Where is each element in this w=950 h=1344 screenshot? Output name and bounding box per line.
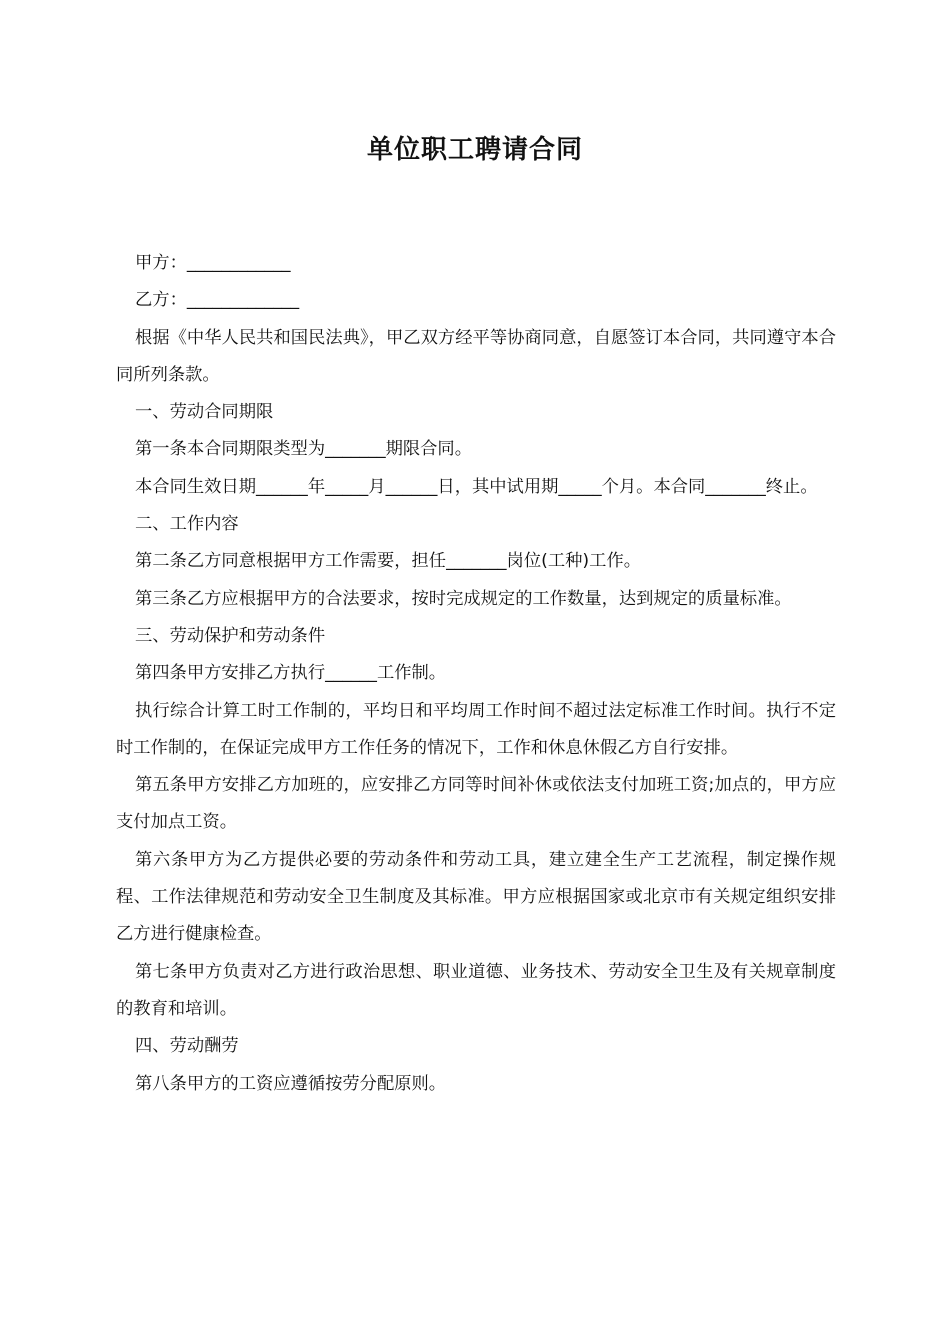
article-1: 第一条本合同期限类型为_______期限合同。 xyxy=(135,439,472,460)
article-8: 第八条甲方的工资应遵循按劳分配原则。 xyxy=(135,1073,447,1094)
working-hours-paragraph: 执行综合计算工时工作制的，平均日和平均周工作时间不超过法定标准工作时间。执行不定时工作制的，在保证完成甲方工作任务的情况下，工作和休息休假乙方自行安排。 xyxy=(116,700,836,758)
document-body xyxy=(116,245,836,1103)
article-5: 第五条甲方安排乙方加班的，应安排乙方同等时间补休或依法支付加班工资;加点的，甲方应支付加点工资。 xyxy=(116,775,836,833)
section-heading-contract-term: 一、劳动合同期限 xyxy=(135,402,274,423)
party-a-line: 甲方：____________ xyxy=(135,253,291,273)
document-title: 单位职工聘请合同 xyxy=(366,135,583,165)
article-3: 第三条乙方应根据甲方的合法要求，按时完成规定的工作数量，达到规定的质量标准。 xyxy=(135,588,792,609)
section-heading-remuneration: 四、劳动酬劳 xyxy=(135,1036,239,1057)
section-heading-work-content: 二、工作内容 xyxy=(135,514,239,535)
party-b-line: 乙方：_____________ xyxy=(135,290,300,311)
article-6: 第六条甲方为乙方提供必要的劳动条件和劳动工具，建立建全生产工艺流程，制定操作规程、工作法律规范和劳动安全卫生制度及其标准。甲方应根据国家或北京市有关规定组织安排乙方进行健康检查。 xyxy=(116,849,836,945)
article-2: 第二条乙方同意根据甲方工作需要，担任_______岗位(工种)工作。 xyxy=(135,551,642,572)
section-heading-labor-protection: 三、劳动保护和劳动条件 xyxy=(135,625,326,646)
preamble-paragraph: 根据《中华人民共和国民法典》，甲乙双方经平等协商同意，自愿签订本合同，共同遵守本合同所列条款。 xyxy=(116,327,836,385)
effective-date-paragraph: 本合同生效日期______年_____月______日，其中试用期_____个月。本合同_______终止。 xyxy=(135,476,818,497)
article-4: 第四条甲方安排乙方执行______工作制。 xyxy=(135,663,447,684)
article-7: 第七条甲方负责对乙方进行政治思想、职业道德、业务技术、劳动安全卫生及有关规章制度的教育和培训。 xyxy=(116,961,836,1019)
